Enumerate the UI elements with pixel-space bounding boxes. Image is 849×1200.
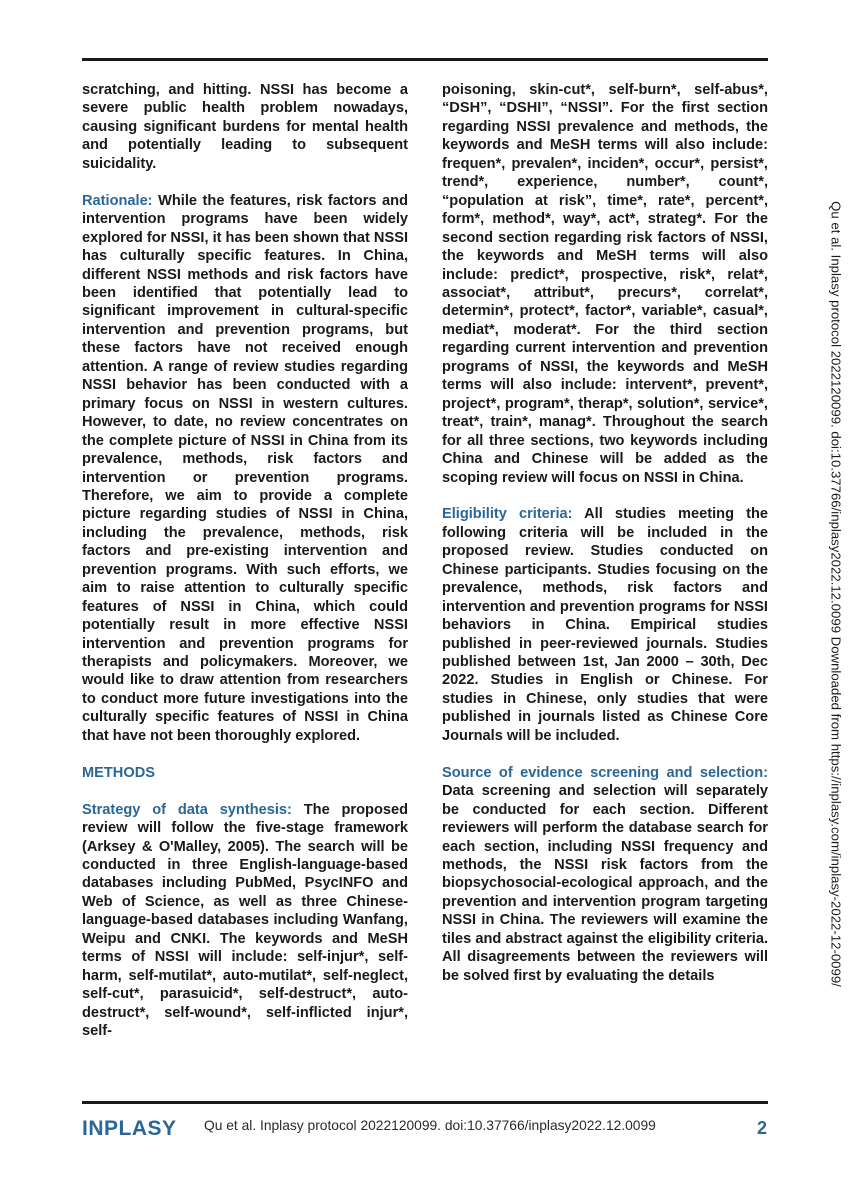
footer-citation: Qu et al. Inplasy protocol 2022120099. doi:10.37766/inplasy2022.12.0099 — [204, 1118, 656, 1133]
download-side-note: Qu et al. Inplasy protocol 2022120099. doi:10.37766/inplasy2022.12.0099 Downloaded from https://inplasy.com/inplasy-2022-12-0099/ — [828, 201, 844, 987]
source-text: Data screening and selection will separately be conducted for each section. Different reviewers will perform the database search for each section, including NSSI frequency and methods, the NSSI risk factors from the biopsychosocial-ecological approach, and the prevention and intervention program targeting NSSI in China. The reviewers will examine the tiles and abstract against the eligibility criteria. All disagreements between the reviewers will be solved first by evaluating the details — [442, 783, 768, 984]
brand-logo: INPLASY — [82, 1117, 177, 1140]
keywords-paragraph: poisoning, skin-cut*, self-burn*, self-abus*, “DSH”, “DSHI”, “NSSI”. For the first section regarding NSSI prevalence and methods, the keywords and MeSH terms will also include: frequen*, prevalen*, inciden*, occur*, persist*, trend*, experience, number*, count*, “population at risk”, time*, rate*, percent*, form*, method*, way*, act*, strateg*. For the second section regarding risk factors of NSSI, the keywords and MeSH terms will also include: predict*, prospective, risk*, relat*, associat*, attribut*, precurs*, correlat*, determin*, protect*, factor*, variable*, casual*, mediat*, moderat*. For the third section regarding current intervention and prevention programs of NSSI, the keywords and MeSH terms will also include: intervent*, prevent*, project*, program*, therap*, solution*, service*, treat*, train*, manag*. Throughout the search for all three sections, two keywords including China and Chinese will be added as the scoping review will focus on NSSI in China. — [442, 82, 768, 486]
methods-heading: METHODS — [82, 764, 155, 781]
left-column — [82, 81, 408, 1041]
strategy-text: The proposed review will follow the five-stage framework (Arksey & O'Malley, 2005). The search will be conducted in three English-language-based databases including PubMed, PsycINFO and Web of Science, as well as three Chinese-language-based databases including Wanfang, Weipu and CNKI. The keywords and MeSH terms of NSSI will include: self-injur*, self-harm, self-mutilat*, auto-mutilat*, self-neglect, self-cut*, parasuicid*, self-destruct*, auto-destruct*, self-wound*, self-inflicted injur*, self- — [82, 801, 409, 1040]
source-paragraph — [442, 764, 768, 985]
rationale-text: While the features, risk factors and intervention programs have been widely explored for NSSI, it has been shown that NSSI has culturally specific features. In China, different NSSI methods and risk factors have been identified that potentially lead to significant improvement in cultural-specific intervention and prevention programs, but these factors have not received enough attention. A range of review studies regarding NSSI behavior has been conducted with a primary focus on NSSI in western cultures. However, to date, no review concentrates on the complete picture of NSSI in China from its prevalence, methods, risk factors and intervention or prevention programs. Therefore, we aim to provide a complete picture regarding studies of NSSI in China, including the prevalence, methods, risk factors and pre-existing intervention and prevention programs. With such efforts, we aim to raise attention to culturally specific features of NSSI in China, which could potentially result in more effective NSSI intervention and prevention programs for therapists and policymakers. Moreover, we would like to draw attention from researchers to conduct more future investigations into the culturally specific features of NSSI in China that have not been thoroughly explored. — [82, 192, 408, 744]
strategy-paragraph — [82, 801, 408, 1041]
eligibility-paragraph — [442, 505, 768, 745]
eligibility-label: Eligibility criteria: — [442, 506, 573, 523]
intro-paragraph: scratching, and hitting. NSSI has become a severe public health problem nowadays, causing significant burdens for mental health and potentially leading to subsequent suicidality. — [82, 82, 408, 172]
header-rule — [82, 58, 768, 61]
right-column — [442, 81, 768, 985]
rationale-label: Rationale: — [82, 192, 153, 209]
eligibility-text: All studies meeting the following criteria will be included in the proposed review. Studies conducted on Chinese participants. Studies focusing on the prevalence, methods, risk factors and intervention and prevention programs for NSSI behaviors in China. Empirical studies published in peer-reviewed journals. Studies published between 1st, Jan 2000 – 30th, Dec 2022. Studies in English or Chinese. For studies in Chinese, only studies that were published in journals listed as Chinese Core Journals will be included. — [442, 506, 769, 744]
source-label: Source of evidence screening and selection: — [442, 764, 768, 781]
strategy-label: Strategy of data synthesis: — [82, 801, 292, 818]
rationale-paragraph — [82, 192, 408, 746]
footer-rule — [82, 1101, 768, 1104]
page-number: 2 — [756, 1118, 767, 1138]
